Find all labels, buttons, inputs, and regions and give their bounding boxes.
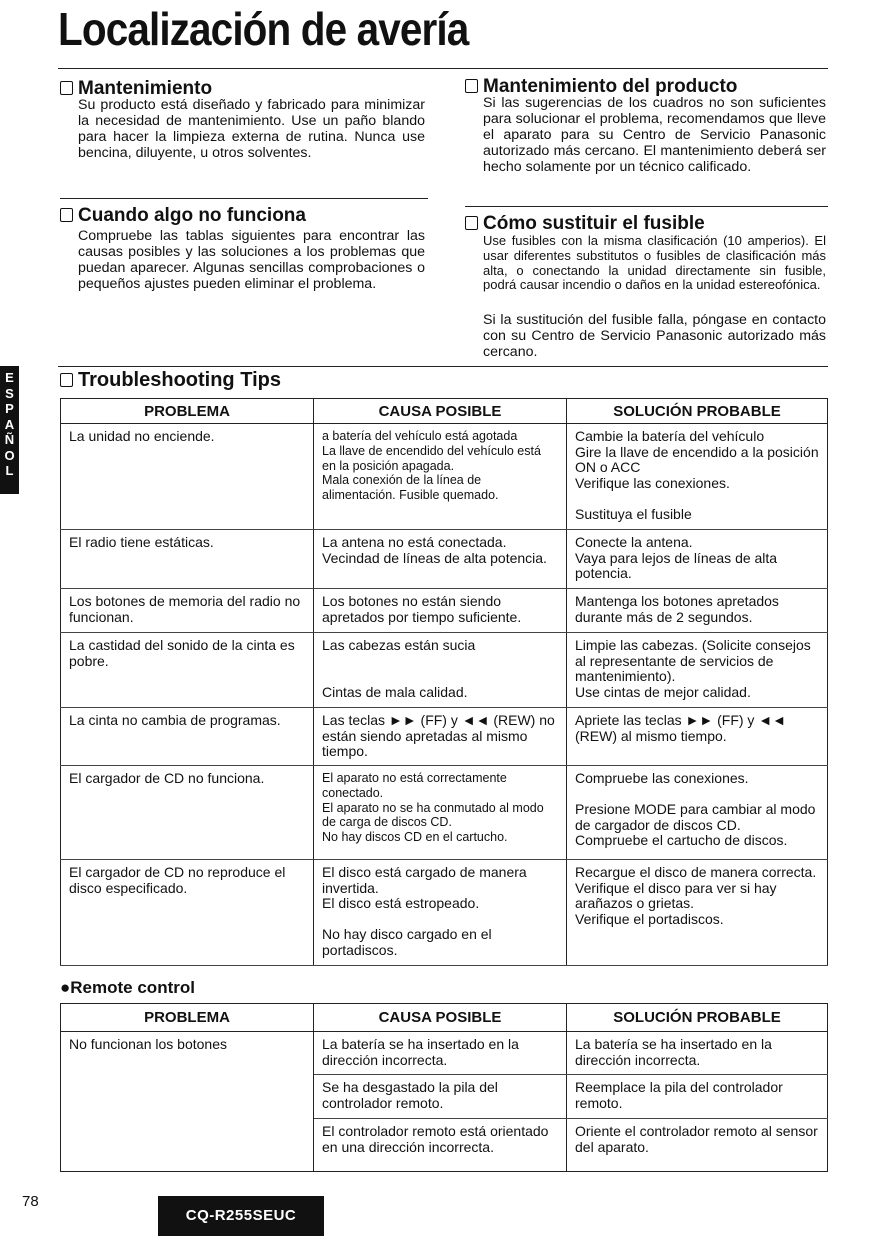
fusible-heading — [465, 213, 705, 235]
checkbox-icon — [60, 81, 73, 95]
table-row — [61, 589, 828, 633]
model-badge: CQ-R255SEUC — [158, 1196, 324, 1236]
mantenimiento-rule — [60, 198, 428, 199]
bullet-icon: ● — [60, 978, 71, 997]
language-side-tab — [0, 366, 19, 494]
cuando-algo-heading-text: Cuando algo no funciona — [78, 205, 306, 226]
table-header-row — [61, 1004, 828, 1032]
table-row — [61, 766, 828, 860]
table-row — [61, 708, 828, 766]
page-number: 78 — [22, 1193, 39, 1210]
mantenimiento-producto-rule — [465, 206, 828, 207]
problema-cell: El radio tiene estáticas. — [61, 530, 314, 589]
troubleshooting-heading-text: Troubleshooting Tips — [78, 369, 281, 391]
solucion-cell: Mantenga los botones apretados durante más de 2 segundos. — [567, 589, 828, 633]
problema-cell: La castidad del sonido de la cinta es pobre. — [61, 633, 314, 708]
table-row — [61, 1032, 828, 1075]
solucion-cell: Recargue el disco de manera correcta. Verifique el disco para ver si hay arañazos o grietas. Verifique el portadiscos. — [567, 860, 828, 966]
solucion-cell: La batería se ha insertado en la dirección incorrecta. — [567, 1032, 828, 1075]
column-header: SOLUCIÓN PROBABLE — [567, 1004, 828, 1032]
cuando-algo-heading — [60, 205, 306, 227]
solucion-cell: Limpie las cabezas. (Solicite consejos al representante de servicios de mantenimiento). Use cintas de mejor calidad. — [567, 633, 828, 708]
cuando-algo-body: Compruebe las tablas siguientes para encontrar las causas posibles y las soluciones a los problemas que puedan aparecer. Algunas sencillas comprobaciones o pequeños ajustes pueden eliminar el problema. — [78, 228, 425, 292]
causa-cell: Los botones no están siendo apretados por tiempo suficiente. — [314, 589, 567, 633]
remote-control-table — [60, 1003, 828, 1172]
fusible-heading-text: Cómo sustituir el fusible — [483, 213, 705, 234]
causa-cell: El disco está cargado de manera invertida. El disco está estropeado. No hay disco cargado en el portadiscos. — [314, 860, 567, 966]
causa-cell: Las cabezas están sucia Cintas de mala calidad. — [314, 633, 567, 708]
remote-control-heading-text: Remote control — [70, 978, 195, 997]
problema-cell: El cargador de CD no reproduce el disco especificado. — [61, 860, 314, 966]
checkbox-icon — [60, 373, 73, 387]
column-header: PROBLEMA — [61, 399, 314, 424]
problema-cell: La cinta no cambia de programas. — [61, 708, 314, 766]
problema-cell: No funcionan los botones — [61, 1032, 314, 1172]
checkbox-icon — [60, 208, 73, 222]
causa-cell: El aparato no está correctamente conectado. El aparato no se ha conmutado al modo de carga de discos CD. No hay discos CD en el cartucho. — [314, 766, 567, 860]
checkbox-icon — [465, 216, 478, 230]
table-row — [61, 424, 828, 530]
mantenimiento-producto-body: Si las sugerencias de los cuadros no son suficientes para solucionar el problema, recomendamos que lleve el aparato para su Centro de Servicio Panasonic autorizado más cercano. El mantenimiento deberá ser hecho solamente por un técnico calificado. — [483, 95, 826, 175]
column-header: CAUSA POSIBLE — [314, 399, 567, 424]
solucion-cell: Conecte la antena. Vaya para lejos de líneas de alta potencia. — [567, 530, 828, 589]
mantenimiento-producto-heading-text: Mantenimiento del producto — [483, 76, 738, 97]
title-rule — [58, 68, 828, 69]
side-tab-label: ESPAÑOL — [4, 370, 15, 478]
column-header: CAUSA POSIBLE — [314, 1004, 567, 1032]
page-title: Localización de avería — [58, 3, 469, 55]
causa-cell: Las teclas ►► (FF) y ◄◄ (REW) no están siendo apretadas al mismo tiempo. — [314, 708, 567, 766]
causa-cell: a batería del vehículo está agotada La llave de encendido del vehículo está en la posición apagada. Mala conexión de la línea de alimentación. Fusible quemado. — [314, 424, 567, 530]
causa-cell: Se ha desgastado la pila del controlador remoto. — [314, 1075, 567, 1119]
fusible-body: Use fusibles con la misma clasificación (10 amperios). El usar diferentes substitutos o fusibles de clasificación más alta, o conectando la unidad directamente sin fusible, podrá causar incendio o daños en la unidad estereofónica. — [483, 233, 826, 293]
solucion-cell: Oriente el controlador remoto al sensor del aparato. — [567, 1119, 828, 1172]
table-header-row — [61, 399, 828, 424]
causa-cell: La antena no está conectada. Vecindad de líneas de alta potencia. — [314, 530, 567, 589]
column-header: SOLUCIÓN PROBABLE — [567, 399, 828, 424]
causa-cell: La batería se ha insertado en la dirección incorrecta. — [314, 1032, 567, 1075]
problema-cell: Los botones de memoria del radio no funcionan. — [61, 589, 314, 633]
table-row — [61, 860, 828, 966]
remote-control-heading — [60, 978, 195, 998]
solucion-cell: Apriete las teclas ►► (FF) y ◄◄ (REW) al mismo tiempo. — [567, 708, 828, 766]
solucion-cell: Reemplace la pila del controlador remoto. — [567, 1075, 828, 1119]
troubleshooting-rule — [58, 366, 828, 367]
problema-cell: El cargador de CD no funciona. — [61, 766, 314, 860]
troubleshooting-heading — [60, 369, 281, 392]
causa-cell: El controlador remoto está orientado en una dirección incorrecta. — [314, 1119, 567, 1172]
table-row — [61, 633, 828, 708]
checkbox-icon — [465, 79, 478, 93]
mantenimiento-heading-text: Mantenimiento — [78, 78, 213, 99]
solucion-cell: Cambie la batería del vehículo Gire la llave de encendido a la posición ON o ACC Verifique las conexiones. Sustituya el fusible — [567, 424, 828, 530]
mantenimiento-body: Su producto está diseñado y fabricado para minimizar la necesidad de mantenimiento. Use un paño blando para hacer la limpieza externa de rutina. Nunca use bencina, diluyente, u otros solventes. — [78, 97, 425, 161]
troubleshooting-table — [60, 398, 828, 966]
problema-cell: La unidad no enciende. — [61, 424, 314, 530]
column-header: PROBLEMA — [61, 1004, 314, 1032]
table-row — [61, 530, 828, 589]
fusible-body-2: Si la sustitución del fusible falla, póngase en contacto con su Centro de Servicio Panasonic autorizado más cercano. — [483, 312, 826, 360]
solucion-cell: Compruebe las conexiones. Presione MODE para cambiar al modo de cargador de discos CD. Compruebe el cartucho de discos. — [567, 766, 828, 860]
